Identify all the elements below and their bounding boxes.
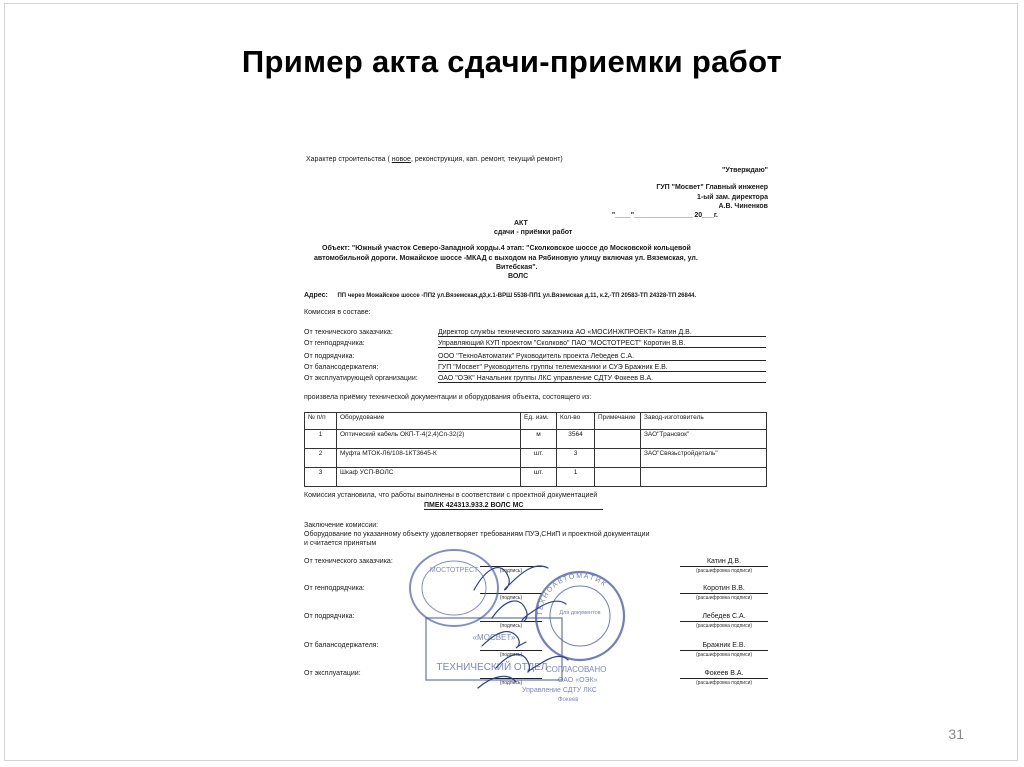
stamp-text: МОСТОТРЕСТ — [429, 567, 479, 574]
act-subtitle: сдачи - приёмки работ — [494, 229, 573, 236]
stamp-round-right — [536, 572, 624, 660]
signature-role: От генподрядчика: — [304, 585, 365, 592]
slide-title: Пример акта сдачи-приемки работ — [241, 44, 783, 79]
commission-role: От технического заказчика: — [304, 329, 393, 336]
table-intro: произвела приёмку технической документации и оборудования объекта, состоящего из: — [304, 394, 592, 401]
name-caption: (расшифровка подписи) — [680, 650, 768, 658]
signature-name: Лебедев С.А. — [702, 613, 746, 620]
signature-name: Коротин В.В. — [703, 585, 745, 592]
signature-caption: (подпись) — [480, 678, 542, 686]
commission-heading: Комиссия в составе: — [304, 309, 371, 316]
approval-date: "____"_______________ 20___г. — [611, 212, 718, 219]
signature-name: Фокеев В.А. — [704, 670, 744, 677]
stamp-text: ОАО «ОЭК» — [558, 677, 598, 684]
name-caption: (расшифровка подписи) — [680, 621, 768, 629]
table-header: Кол-во — [557, 413, 595, 430]
construction-type-label: Характер строительства ( — [306, 156, 390, 163]
approval-org: ГУП "Мосвет" Главный инженер — [656, 184, 768, 191]
conclusion-line: Комиссия установила, что работы выполнены в соответствии с проектной документацией — [304, 492, 598, 499]
signature-name: Бражник Е.В. — [702, 642, 746, 649]
commission-person: ООО "ТехноАвтоматик" Руководитель проекта Лебедев С.А. — [438, 353, 766, 361]
table-cell: 3564 — [557, 430, 595, 449]
table-header: Ед. изм. — [521, 413, 557, 430]
table-header: Оборудование — [337, 413, 521, 430]
name-caption: (расшифровка подписи) — [680, 593, 768, 601]
table-cell: 2 — [305, 449, 337, 468]
commission-role: От генподрядчика: — [304, 340, 365, 347]
table-cell: Шкаф УСП-ВОЛС — [337, 468, 521, 487]
stamp-text: «МОСВЕТ» — [472, 633, 516, 642]
table-cell: шт. — [521, 449, 557, 468]
object-line-4: ВОЛС — [508, 273, 529, 280]
commission-person: ГУП "Мосвет" Руководитель группы телемеханики и СУЭ Бражник Е.В. — [438, 364, 766, 372]
object-line-2: автомобильной дороги. Можайское шоссе -МКАД с выходом на Рябиновую улицу включая ул. Вяземская, ул. — [314, 255, 698, 262]
approval-signer: А.В. Чиненков — [718, 203, 768, 210]
act-title: АКТ — [514, 220, 528, 227]
stamp-round-left — [410, 550, 498, 626]
object-line-1: Объект: "Южный участок Северо-Западной хорды.4 этап: "Сколковское шоссе до Московской кольцевой — [322, 245, 691, 252]
commission-conclusion-1: Оборудование по указанному объекту удовлетворяет требованиям ПУЭ,СНиП и проектной документации — [304, 531, 650, 538]
stamp-ring-textpath: ТЕХНОАВТОМАТИК — [536, 572, 608, 617]
table-cell: ЗАО"Связьстройдеталь" — [641, 449, 767, 468]
signature-role: От балансодержателя: — [304, 642, 379, 649]
table-cell: м — [521, 430, 557, 449]
address-label: Адрес: — [304, 292, 328, 299]
signature-role: От технического заказчика: — [304, 558, 393, 565]
table-cell: 1 — [557, 468, 595, 487]
construction-type-others: , реконструкция, кап. ремонт, текущий ремонт) — [410, 156, 563, 163]
signature-stroke — [478, 676, 516, 688]
signature-role: От эксплуатации: — [304, 670, 361, 677]
signature-stroke — [474, 566, 548, 590]
table-cell: Муфта МТОК-Л6/108-1КТ3645-К — [337, 449, 521, 468]
name-caption: (расшифровка подписи) — [680, 678, 768, 686]
stamp-text: Фокеев — [558, 697, 579, 703]
act-document-scan — [296, 148, 774, 714]
stamp-text: Управление СДТУ ЛКС — [522, 687, 597, 694]
page-number: 31 — [948, 726, 964, 742]
commission-conclusion-heading: Заключение комиссии: — [304, 522, 379, 529]
signature-caption: (подпись) — [480, 593, 542, 601]
commission-role: От подрядчика: — [304, 353, 355, 360]
construction-type-selected: новое — [391, 156, 411, 163]
commission-person: Управляющий КУП проектом "Сколково" ПАО "МОСТОТРЕСТ" Коротин В.В. — [438, 340, 766, 348]
stamp-text: ТЕХНИЧЕСКИЙ ОТДЕЛ — [436, 662, 548, 673]
table-cell: 1 — [305, 430, 337, 449]
approval-heading: "Утверждаю" — [722, 167, 768, 174]
stamps-and-signatures-overlay — [296, 148, 774, 714]
stamp-text: СОГЛАСОВАНО — [546, 665, 607, 674]
table-header: Примечание — [595, 413, 641, 430]
stamp-center-text: Для документов — [559, 610, 601, 616]
table-cell: ЗАО"Трансвок" — [641, 430, 767, 449]
approval-position: 1-ый зам. директора — [697, 194, 768, 201]
name-caption: (расшифровка подписи) — [680, 566, 768, 574]
commission-person: Директор службы технического заказчика АО «МОСИНЖПРОЕКТ» Катин Д.В. — [438, 329, 766, 337]
signature-caption: (подпись) — [480, 621, 542, 629]
commission-person: ОАО "ОЭК" Начальник группы ЛКС управление СДТУ Фокеев В.А. — [438, 375, 766, 383]
table-cell: 3 — [557, 449, 595, 468]
commission-conclusion-2: и считается принятым — [304, 540, 377, 547]
commission-role: От эксплуатирующей организации: — [304, 375, 418, 382]
table-header: Завод-изготовитель — [641, 413, 767, 430]
address-value: ПП через Можайское шоссе -ПП2 ул.Вяземская,д3,к.1-ВРШ 5538-ПП1 ул.Вяземская д.11, к.2,-ТП 20583-ТП 24328-ТП 26844. — [337, 293, 697, 299]
signature-caption: (подпись) — [480, 566, 542, 574]
signature-role: От подрядчика: — [304, 613, 355, 620]
table-cell: 3 — [305, 468, 337, 487]
table-cell: Оптический кабель ОКП-Т-4(2,4)Сп-32(2) — [337, 430, 521, 449]
stamp-rect-mosvet — [426, 618, 562, 680]
table-header: № п/п — [305, 413, 337, 430]
commission-role: От балансодержателя: — [304, 364, 379, 371]
signature-caption: (подпись) — [480, 650, 542, 658]
table-cell: шт. — [521, 468, 557, 487]
object-line-3: Витебская". — [496, 264, 538, 271]
signature-name: Катин Д.В. — [706, 558, 742, 565]
conclusion-code: ПМЕК 424313.933.2 ВОЛС МС — [424, 502, 603, 510]
